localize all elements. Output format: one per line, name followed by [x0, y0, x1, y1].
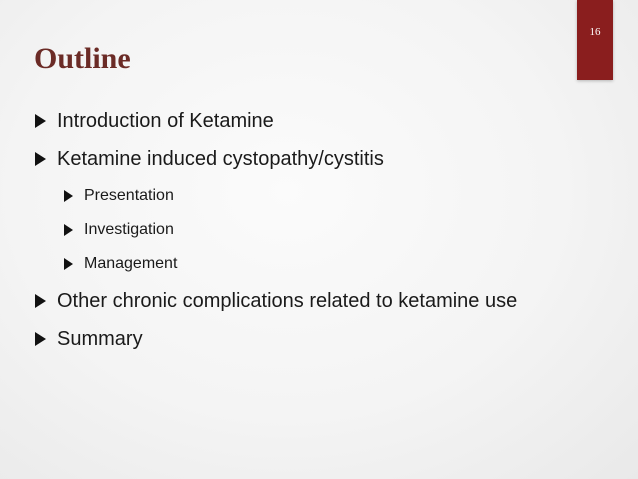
sub-bullet-item — [64, 186, 174, 206]
triangle-right-icon — [35, 114, 46, 128]
sub-bullet-item — [64, 220, 174, 240]
triangle-right-icon — [35, 152, 46, 166]
triangle-right-icon — [64, 224, 73, 236]
sub-bullet-text: Investigation — [84, 221, 174, 238]
bullet-item — [35, 147, 384, 171]
bullet-text: Other chronic complications related to ketamine use — [57, 289, 518, 312]
page-number: 16 — [589, 26, 601, 38]
bullet-item — [35, 109, 274, 133]
sub-bullet-text: Management — [84, 255, 178, 272]
triangle-right-icon — [35, 332, 46, 346]
bullet-text: Introduction of Ketamine — [57, 109, 274, 132]
slide-title: Outline — [34, 42, 131, 75]
sub-bullet-text: Presentation — [84, 187, 174, 204]
triangle-right-icon — [64, 258, 73, 270]
bullet-item — [35, 289, 517, 313]
page-number-tab — [577, 0, 613, 80]
sub-bullet-item — [64, 254, 177, 274]
bullet-text: Ketamine induced cystopathy/cystitis — [57, 147, 384, 170]
triangle-right-icon — [35, 294, 46, 308]
bullet-text: Summary — [57, 327, 143, 350]
bullet-item — [35, 327, 143, 351]
triangle-right-icon — [64, 190, 73, 202]
